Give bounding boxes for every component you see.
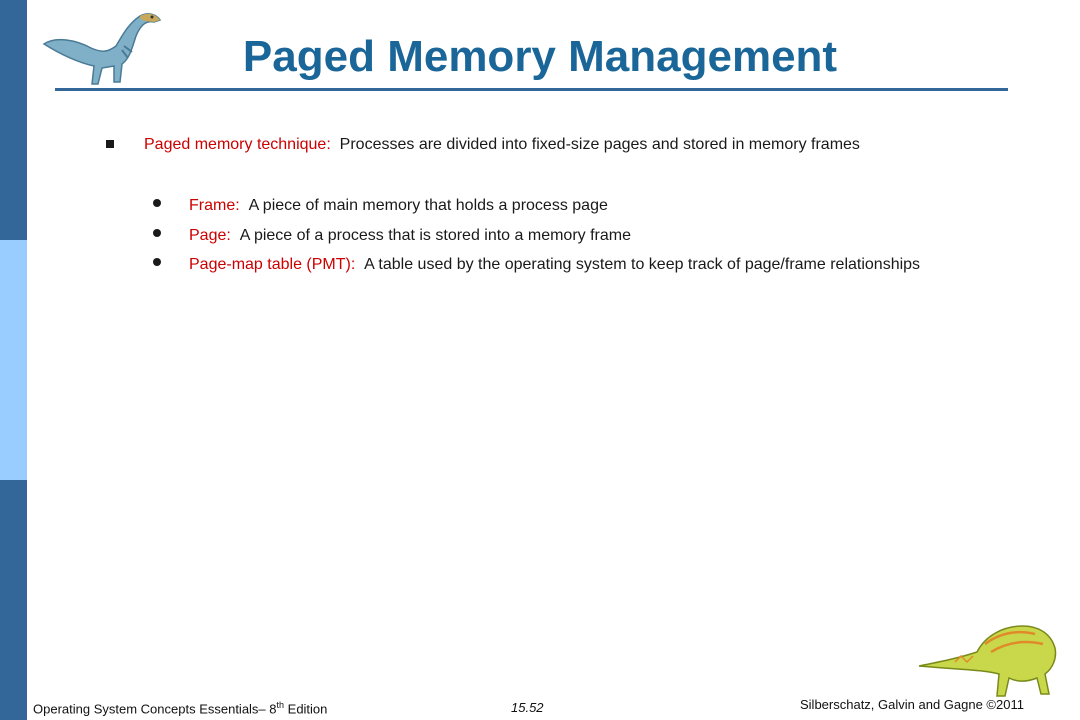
round-bullet-icon [153,229,161,237]
sub-bullet-text [189,225,949,246]
square-bullet-icon [106,140,114,148]
title-divider [55,88,1008,91]
sidebar-light-band [0,240,27,480]
slide-title: Paged Memory Management [242,32,838,81]
sub-bullet-term: Page: [189,227,231,244]
sub-bullet-body: A table used by the operating system to keep track of page/frame relationships [364,256,921,273]
footer-book-sup: th [276,700,285,710]
sub-bullet-text [189,254,949,275]
main-bullet-body: Processes are divided into fixed-size pages and stored in memory frames [339,136,860,153]
sub-bullet-body: A piece of a process that is stored into a memory frame [239,227,631,244]
footer-book-suffix: Edition [284,701,328,717]
round-bullet-icon [153,199,161,207]
footer-book-title [33,700,327,716]
sub-bullet-term: Page-map table (PMT): [189,256,356,273]
sub-bullet-term: Frame: [189,197,240,214]
sub-bullet-text [189,195,949,216]
footer-page-number: 15.52 [511,700,544,715]
footer-copyright: Silberschatz, Galvin and Gagne ©2011 [800,697,1024,712]
left-sidebar [0,0,27,720]
sub-bullet-body: A piece of main memory that holds a process page [248,197,608,214]
footer-book-prefix: Operating System Concepts Essentials– 8 [33,701,277,717]
main-bullet-term: Paged memory technique: [144,136,331,153]
round-bullet-icon [153,258,161,266]
main-bullet-text [144,136,1024,154]
dinosaur-bottom-icon [915,612,1065,702]
